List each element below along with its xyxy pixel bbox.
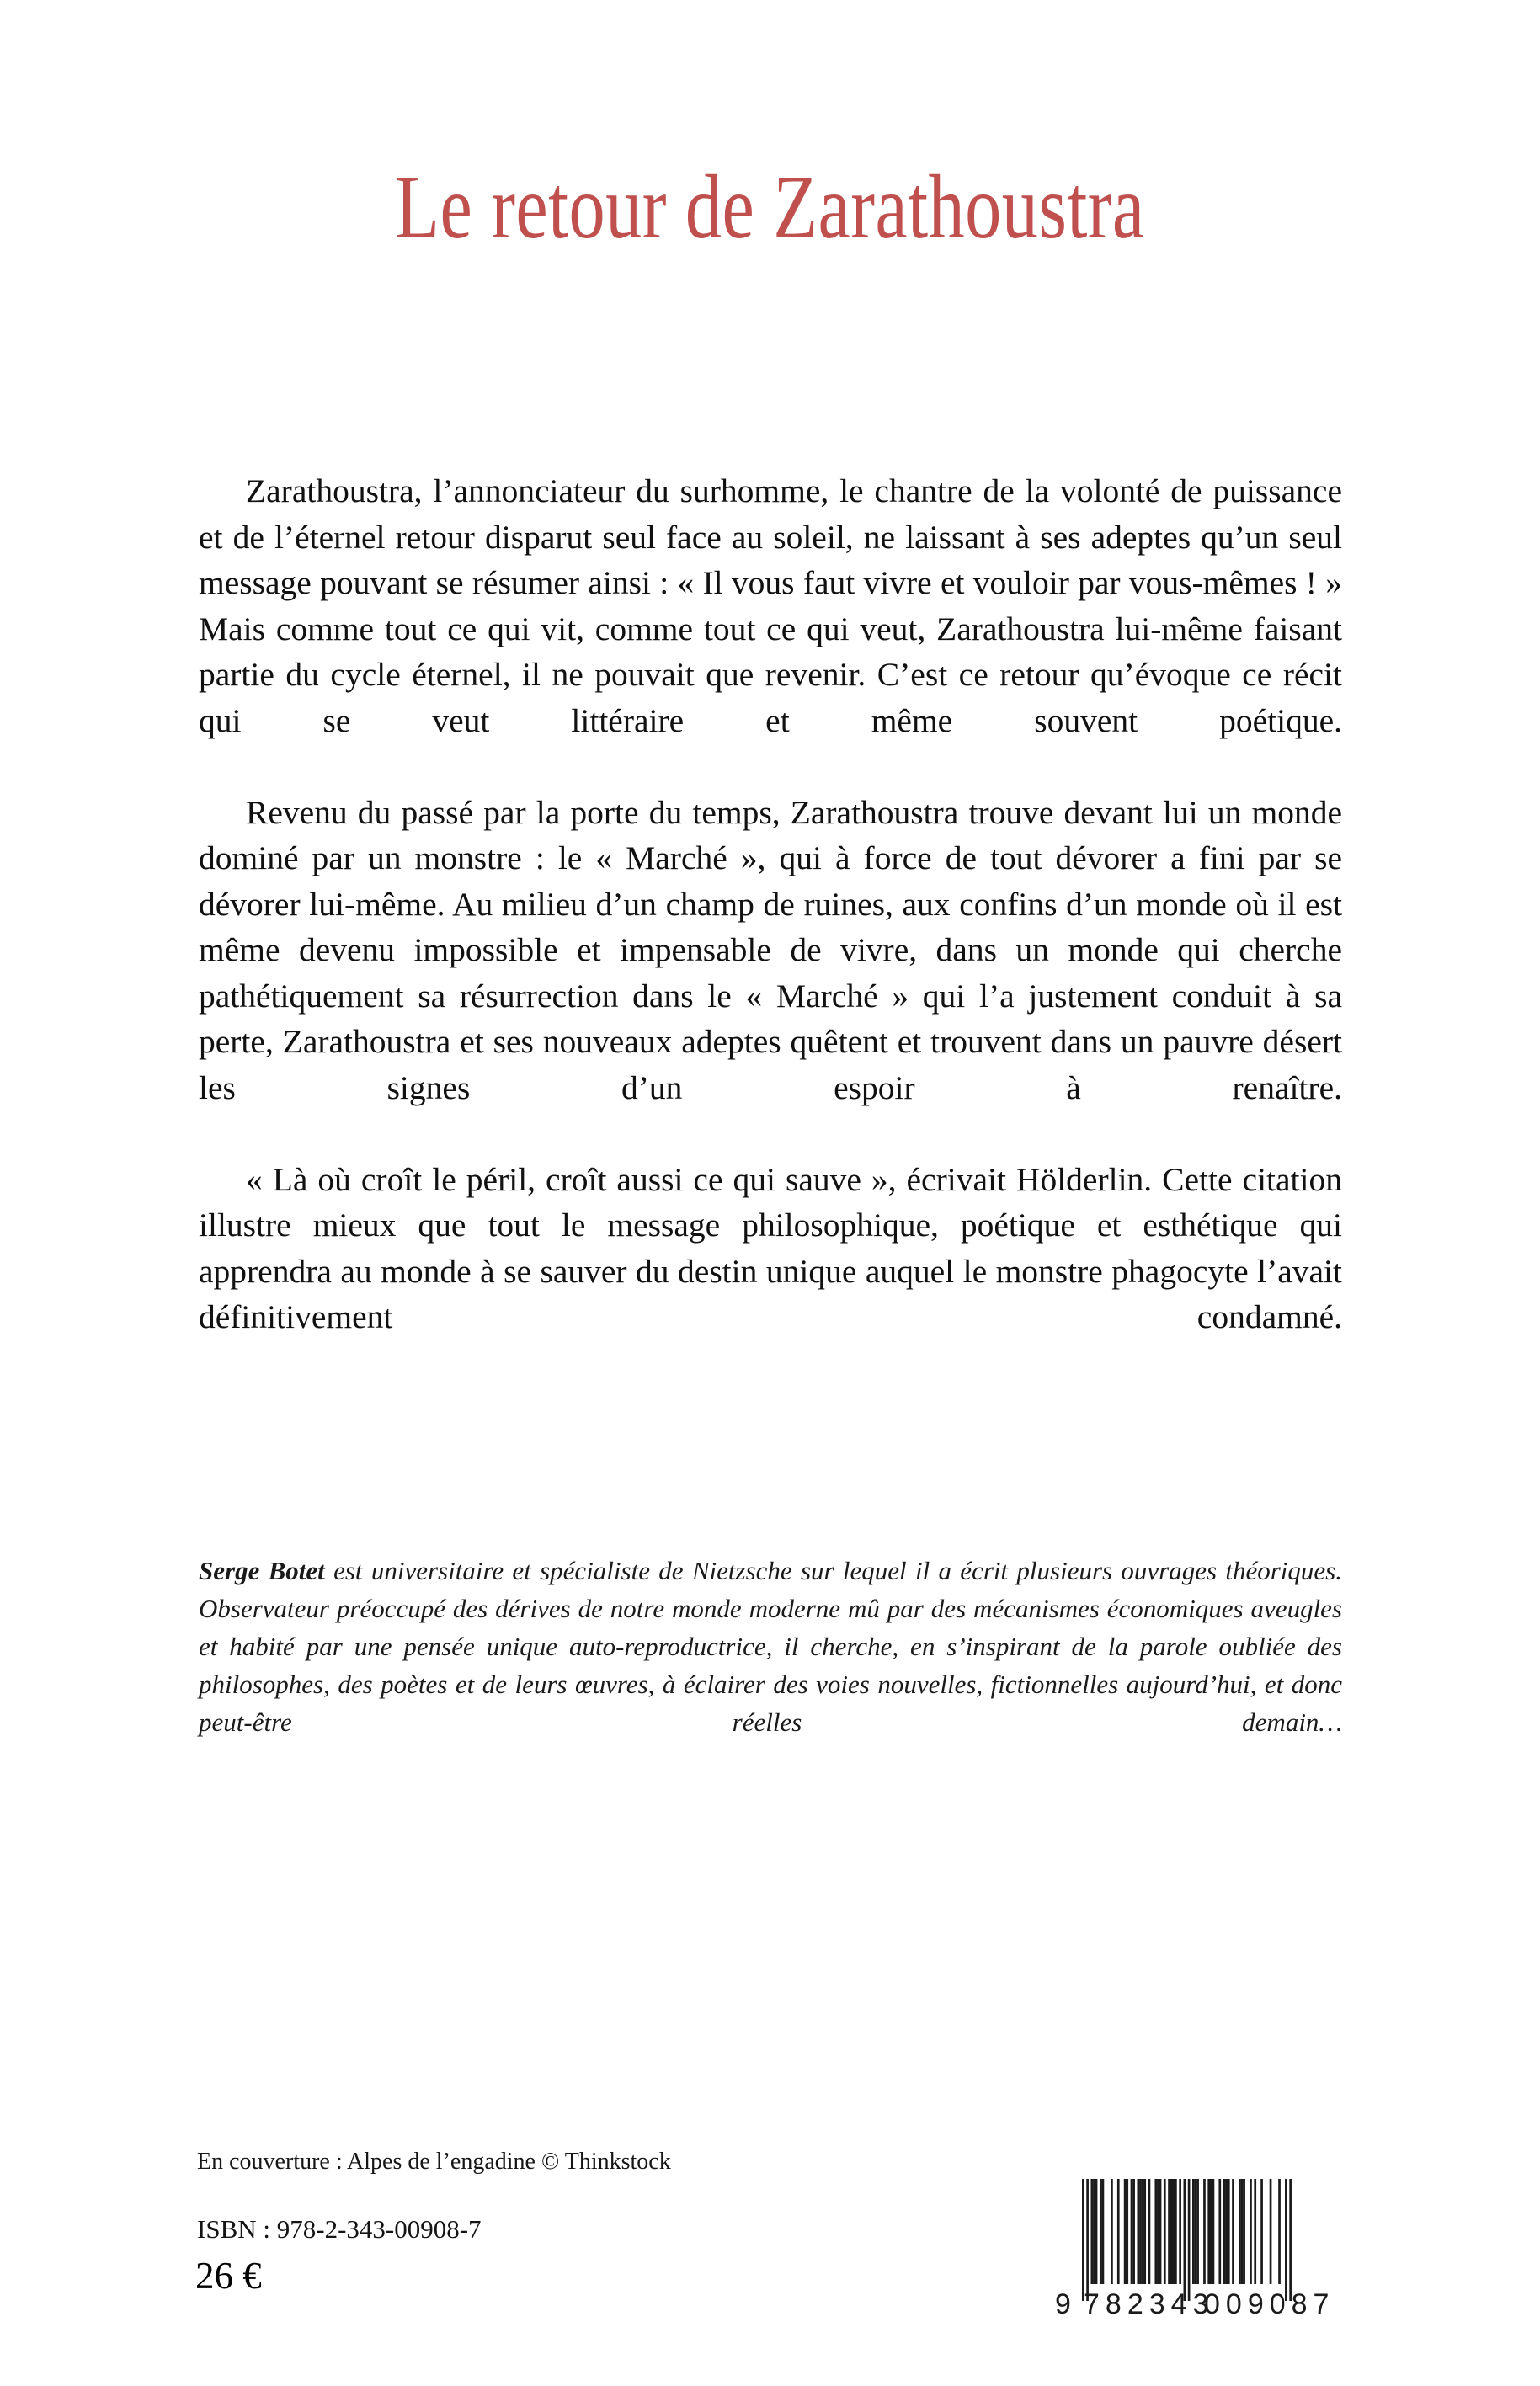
blurb-paragraph-2: Revenu du passé par la porte du temps, Zarathoustra trouve devant lui un monde dominé par un monstre : le « Marché », qui à force de tout dévorer a fini par se dévorer lui-même. Au milieu d’un champ de ruines, aux confins d’un monde où il est même devenu impossible et impensable de vivre, dans un monde qui cherche pathétiquement sa résurrection dans le « Marché » qui l’a justement conduit à sa perte, Zarathoustra et ses nouveaux adeptes quêtent et trouvent dans un pauvre désert les signes d’un espoir à renaître. [199, 793, 1342, 1106]
barcode-right-digits: 009087 [1204, 2288, 1335, 2318]
barcode [1048, 2170, 1340, 2318]
isbn-text: ISBN : 978-2-343-00908-7 [197, 2214, 482, 2244]
barcode-left-digits: 782343 [1084, 2288, 1215, 2318]
price-text: 26 € [195, 2255, 262, 2297]
barcode-svg [1048, 2170, 1340, 2318]
blurb-paragraph-1: Zarathoustra, l’annonciateur du surhomme, le chantre de la volonté de puissance et de l’éternel retour disparut seul face au soleil, ne laissant à ses adeptes qu’un seul message pouvant se résumer ainsi : « Il vous faut vivre et vouloir par vous-mêmes ! » Mais comme tout ce qui vit, comme tout ce qui veut, Zarathoustra lui-même faisant partie du cycle éternel, il ne pouvait que revenir. C’est ce retour qu’évoque ce récit qui se veut littéraire et même souvent poétique. [199, 472, 1342, 739]
page-title: Le retour de Zarathoustra [395, 157, 1145, 258]
author-name: Serge Botet [199, 1556, 325, 1585]
author-bio-paragraph [199, 1552, 1342, 1779]
barcode-lead-digit: 9 [1055, 2288, 1071, 2318]
title-block [0, 99, 1540, 317]
blurb-text [199, 468, 1342, 1386]
blurb-paragraph-3: « Là où croît le péril, croît aussi ce qui sauve », écrivait Hölderlin. Cette citation illustre mieux que tout le message philosophique, poétique et esthétique qui apprendra au monde à se sauver du destin unique auquel le monstre phagocyte l’avait définitivement condamné. [199, 1160, 1342, 1335]
author-bio [199, 1552, 1342, 1779]
cover-credit: En couverture : Alpes de l’engadine © Thinkstock [197, 2149, 671, 2175]
author-bio-text: est universitaire et spécialiste de Nietzsche sur lequel il a écrit plusieurs ouvrages théoriques. Observateur préoccupé des dérives de notre monde moderne mû par des mécanismes économiques aveugles et habité par une pensée unique auto-reproductrice, il cherche, en s’inspirant de la parole oubliée des philosophes, des poètes et de leurs œuvres, à éclairer des voies nouvelles, fictionnelles aujourd’hui, et donc peut-être réelles demain… [199, 1556, 1342, 1737]
